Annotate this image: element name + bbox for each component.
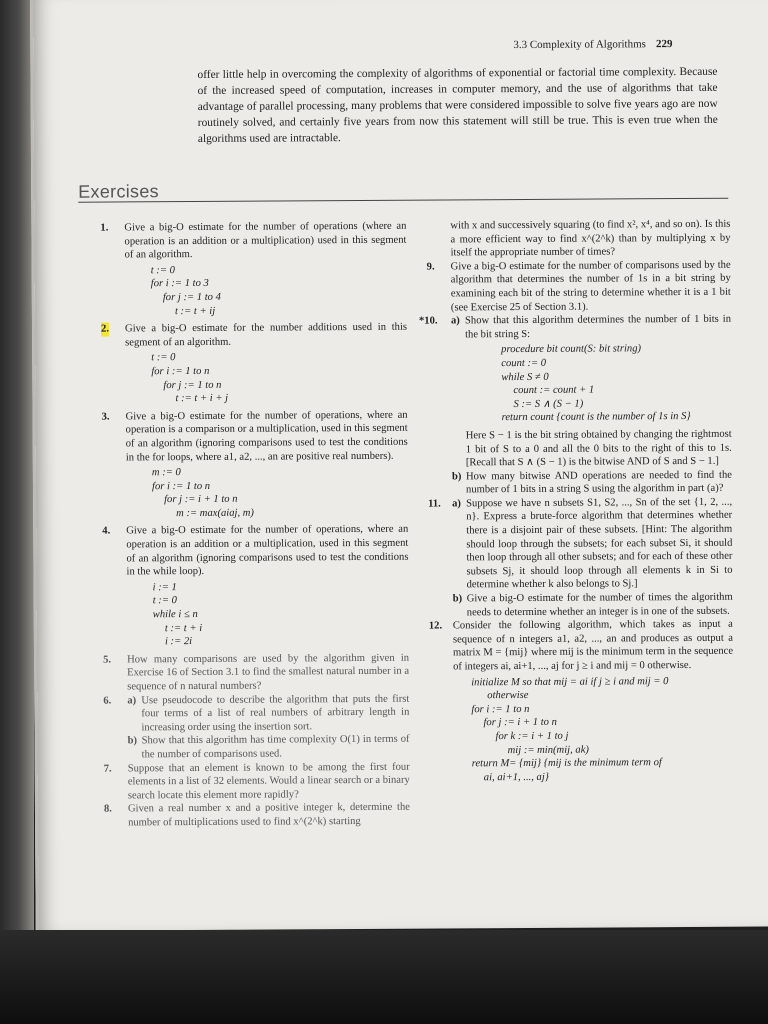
exercise-10a-note: Here S − 1 is the bit string obtained by changing the rightmost 1 bit of S to a 0 and all the 0 bits to the right of this to 1s. [Recall that S ∧ (S − 1) is the bitwise AND of S and S − 1.] xyxy=(465,428,732,469)
running-header xyxy=(513,38,672,51)
exercise-7: 7. Suppose that an element is known to be among the first four elements in a list of 32 elements. Would a linear search or a binary search locate this element more rapidly? xyxy=(103,761,410,802)
book-page xyxy=(30,0,768,931)
exercise-11: 11. a) Suppose we have n subsets S1, S2, ..., Sn of the set {1, 2, ..., n}. Express a brute-force algorithm that determines whether there is a disjoint pair of these subsets. [Hint: The algorithm should loop through the subsets; for each subset Si, it should then loop through all other subsets; and for each of these other subsets Sj, it should loop through all elements k in Si to determine whether k also belongs to Sj.] b) Give a big-O estimate for the number of times the algorithm needs to determine whether an integer is in one of the subsets. xyxy=(428,496,733,618)
code-block: t := 0 for i := 1 to 3 for j := 1 to 4 t := t + ij xyxy=(150,264,221,317)
exercise-9: 9. Give a big-O estimate for the number of comparisons used by the algorithm that determines the number of 1s in a bit string by examining each bit of the string to determine whether it is a 1 bit (see Exercise 25 of Section 3.1). xyxy=(426,259,731,313)
section-title: 3.3 Complexity of Algorithms xyxy=(513,38,646,52)
exercise-8-continued: with x and successively squaring (to find x², x⁴, and so on). Is this a more efficient way to find x^(2^k) than by multiplying x by itself the appropriate number of times? xyxy=(450,218,731,259)
code-block: t := 0 for i := 1 to n for j := 1 to n t := t + i + j xyxy=(151,352,229,405)
exercise-6a: a) Use pseudocode to describe the algorithm that puts the first four terms of a list of real numbers of arbitrary length in increasing order using the insertion sort. xyxy=(127,693,410,734)
left-column xyxy=(100,220,410,830)
exercise-10b: b) How many bitwise AND operations are needed to find the number of 1 bits in a string S using the algorithm in part (a)? xyxy=(451,469,732,496)
exercise-8: 8. Given a real number x and a positive integer k, determine the number of multiplications used to find x^(2^k) starting xyxy=(103,802,410,829)
page-number: 229 xyxy=(655,38,673,51)
highlight-mark: 2. xyxy=(101,323,110,335)
exercise-6b: b) Show that this algorithm has time complexity O(1) in terms of the number of comparisons used. xyxy=(127,734,410,761)
exercise-6: 6. a) Use pseudocode to describe the algorithm that puts the first four terms of a list of real numbers of arbitrary length in increasing order using the insertion sort. b) Show that this algorithm has time complexity O(1) in terms of the number of comparisons used. xyxy=(103,693,410,761)
exercise-10: *10. a) Show that this algorithm determines the number of 1 bits in the bit string S: procedure bit count(S: bit string) count := 0 while S ≠ 0 count := count + 1 S := S ∧ (S − 1) return count {count is the number of 1s in S} Here S − 1 is the bit string obtained by changing the rightmost 1 bit of S to a 0 and all the 0 bits to the right of this to 1s. [Recall that S ∧ (S − 1) is the bitwise AND of S and S − 1.] b) How many bitwise AND operations are needed to find the number of 1 bits in a string S using the algorithm in part (a)? xyxy=(418,313,732,496)
exercise-4: 4. Give a big-O estimate for the number of operations, where an operation is an addition or a multiplication, used in this segment of an algorithm (ignoring comparisons used to test the conditions in the while loop). i := 1 t := 0 while i ≤ n t := t + i i := 2i xyxy=(102,524,409,648)
exercise-10a: a) Show that this algorithm determines the number of 1 bits in the bit string S: xyxy=(450,313,732,341)
heading-rule xyxy=(78,198,728,203)
exercise-11b: b) Give a big-O estimate for the number of times the algorithm needs to determine whether an integer is in one of the subsets. xyxy=(452,591,733,618)
code-block: initialize M so that mij = ai if j ≥ i and mij = 0 otherwise for i := 1 to n for j := i + 1 to n for k := i + 1 to j mij := min(mij, ak) return M= {mij} {mij is the minimum term of ai, ai+1, ..., aj} xyxy=(471,675,669,783)
intro-paragraph: offer little help in overcoming the complexity of algorithms of exponential or factorial time complexity. Because of the increased speed of computation, increases in computer memory, and the use of algorithms that take advantage of parallel processing, many problems that were considered impossible to solve five years ago are now routinely solved, and certainly five years from now this statement will still be true. This is even true when the algorithms used are intractable. xyxy=(197,65,718,145)
exercises-heading: Exercises xyxy=(78,181,159,202)
exercise-2: 2. Give a big-O estimate for the number additions used in this segment of an algorithm. t := 0 for i := 1 to n for j := 1 to n t := t + i + j xyxy=(101,321,408,405)
code-block: i := 1 t := 0 while i ≤ n t := t + i i := 2i xyxy=(152,581,203,648)
code-block: m := 0 for i := 1 to n for j := i + 1 to n m := max(aiaj, m) xyxy=(151,467,254,519)
code-block: procedure bit count(S: bit string) count := 0 while S ≠ 0 count := count + 1 S := S ∧ (S − 1) return count {count is the number of 1s in S} xyxy=(501,343,691,424)
exercise-1: 1. Give a big-O estimate for the number of operations (where an operation is an addition or a multiplication) used in this segment of an algorithm. t := 0 for i := 1 to 3 for j := 1 to 4 t := t + ij xyxy=(100,220,407,317)
binding-shadow xyxy=(0,0,34,1024)
scanner-bed xyxy=(0,930,768,1024)
right-column xyxy=(418,218,734,789)
exercise-5: 5. How many comparisons are used by the algorithm given in Exercise 16 of Section 3.1 to find the smallest natural number in a sequence of n natural numbers? xyxy=(103,652,410,693)
exercise-11a: a) Suppose we have n subsets S1, S2, ..., Sn of the set {1, 2, ..., n}. Express a brute-force algorithm that determines whether there is a disjoint pair of these subsets. [Hint: The algorithm should loop through the subsets; for each subset Si, it should then loop through all other subsets; and for each of these other subsets Sj, it should loop through all elements k in Si to determine whether k also belongs to Sj.] xyxy=(452,496,733,591)
exercise-3: 3. Give a big-O estimate for the number of operations, where an operation is a comparison or a multiplication, used in this segment of an algorithm (ignoring comparisons used to test the conditions in the for loops, where a1, a2, ..., an are positive real numbers). m := 0 for i := 1 to n for j := i + 1 to n m := max(aiaj, m) xyxy=(101,409,408,519)
exercise-12: 12. Consider the following algorithm, which takes as input a sequence of n integers a1, a2, ..., an and produces as output a matrix M = {mij} where mij is the minimum term in the sequence of integers ai, ai+1, ..., aj for j ≥ i and mij = 0 otherwise. initialize M so that mij = ai if j ≥ i and mij = 0 otherwise for i := 1 to n for j := i + 1 to n for k := i + 1 to j mij := min(mij, ak) return M= {mij} {mij is the minimum term of ai, ai+1, ..., aj} xyxy=(428,618,734,783)
